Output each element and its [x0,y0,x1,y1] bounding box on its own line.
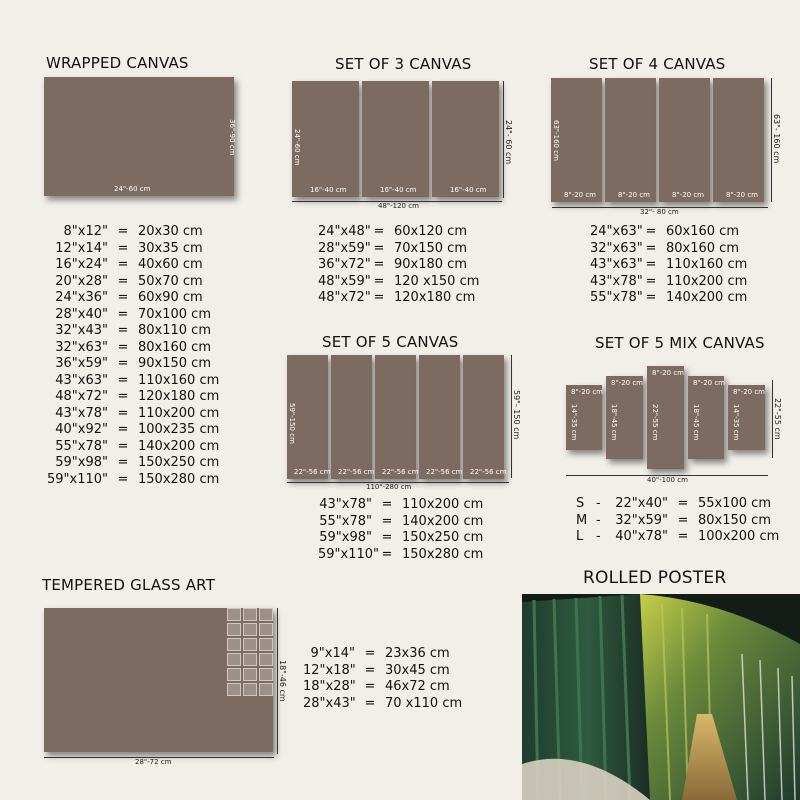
equals-sign: = [117,422,129,437]
dash-separator: - [596,512,601,528]
size-row [303,679,462,696]
size-row [46,307,219,324]
size-row [46,455,219,472]
size-row [46,422,219,439]
equals-sign: = [645,224,657,239]
set5-width-label: 110"-280 cm [366,483,412,491]
dash-separator: - [596,496,601,511]
size-cm: 110x200 cm [666,273,748,289]
size-cm: 140x200 cm [138,438,220,454]
size-cm: 150x250 cm [138,455,220,470]
size-inches: 43"x78" [319,497,372,512]
glass-heading: TEMPERED GLASS ART [42,576,216,594]
size-cm: 80x150 cm [698,512,771,528]
equals-sign: = [364,695,376,711]
size-inches: 28"x40" [55,306,108,322]
panel-size-label: 8"-20 cm [564,191,596,199]
size-row [318,224,479,241]
size-inches: 40"x78" [615,529,668,544]
size-row [318,274,479,291]
glass-height-label: 18"-46 cm [278,660,287,702]
equals-sign: = [117,240,129,256]
set4-panel [713,78,764,202]
size-row [318,257,479,274]
size-inches: 32"x43" [55,323,108,338]
size-row [46,290,219,307]
glass-panel [44,608,273,752]
size-inches: 48"x72" [55,389,108,404]
size-inches: 9"x14" [310,646,355,661]
size-cm: 150x280 cm [402,546,484,562]
size-row [46,406,219,423]
size-cm: 30x35 cm [138,240,203,256]
equals-sign: = [677,529,689,544]
size-inches: 18"x28" [303,679,356,694]
mix-panel [647,366,684,469]
set4-size-list [590,224,747,307]
set4-width-label: 32"- 80 cm [640,208,679,216]
size-row [318,241,479,258]
size-inches: 43"x63" [590,257,643,272]
mix-panel [606,376,643,459]
size-cm: 80x160 cm [138,339,211,355]
equals-sign: = [364,662,376,678]
set3-size-list [318,224,479,307]
size-inches: 32"x63" [590,240,643,256]
set5-height-line [511,355,512,478]
panel-size-label: 16"-40 cm [310,186,347,194]
size-inches: 48"x59" [318,273,371,289]
equals-sign: = [117,389,129,404]
size-cm: 140x200 cm [666,290,748,305]
set4-heading: SET OF 4 CANVAS [589,55,726,73]
size-inches: 43"x63" [55,372,108,388]
equals-sign: = [381,530,393,545]
equals-sign: = [677,496,689,511]
size-inches: 32"x63" [55,339,108,355]
poster-heading: ROLLED POSTER [583,568,727,588]
mix-size-list [576,496,779,546]
size-cm: 30x45 cm [385,662,450,678]
size-cm: 55x100 cm [698,496,771,511]
set5-heading: SET OF 5 CANVAS [322,333,459,351]
set4-height-line [771,78,772,202]
size-cm: 60x120 cm [394,224,467,239]
mix-heading: SET OF 5 MIX CANVAS [595,334,765,352]
size-inches: 28"x43" [303,695,356,711]
mix-panel-width-label: 8"-20 cm [733,388,765,396]
glass-size-list [303,646,462,712]
mix-panel-width-label: 8"-20 cm [611,379,643,387]
size-row [46,323,219,340]
panel-height-label: 14"-35 cm [732,403,740,440]
size-row [318,290,479,307]
set5-panel [331,355,375,479]
size-inches: 55"x78" [319,513,372,529]
set5-panel [419,355,463,479]
size-inches: 20"x28" [55,273,108,289]
size-inches: 55"x78" [590,290,643,305]
equals-sign: = [381,546,393,562]
size-cm: 90x150 cm [138,356,211,371]
size-row [590,257,747,274]
set5-size-list [318,497,483,563]
panel-height-label: 63"-160 cm [552,120,560,161]
wrapped-canvas-panel [44,77,234,196]
size-row [318,547,483,564]
set4-panel [605,78,656,202]
equals-sign: = [117,306,129,322]
equals-sign: = [381,497,393,512]
equals-sign: = [373,290,385,305]
size-cm: 60x160 cm [666,224,739,239]
equals-sign: = [364,646,376,661]
size-row [590,241,747,258]
size-row [46,472,219,489]
equals-sign: = [645,290,657,305]
size-row [318,530,483,547]
panel-size-label: 16"-40 cm [380,186,417,194]
size-cm: 110x160 cm [666,257,748,272]
size-inches: 24"x48" [318,224,371,239]
size-cm: 23x36 cm [385,646,450,661]
set3-panel [362,81,429,197]
size-inches: 8"x12" [63,224,108,239]
size-cm: 70x150 cm [394,240,467,256]
size-inches: 24"x36" [55,290,108,305]
size-row [590,224,747,241]
size-row [46,389,219,406]
size-cm: 46x72 cm [385,679,450,694]
size-inches: 28"x59" [318,240,371,256]
equals-sign: = [117,356,129,371]
equals-sign: = [117,290,129,305]
mix-width-label: 40"-100 cm [647,476,688,484]
size-cm: 60x90 cm [138,290,203,305]
size-row [576,529,779,546]
equals-sign: = [373,257,385,272]
mix-panel-width-label: 8"-20 cm [693,379,725,387]
equals-sign: = [117,405,129,421]
size-inches: 43"x78" [55,405,108,421]
size-inches: 12"x18" [303,662,356,678]
size-code: L [576,529,584,544]
size-code: S [576,496,585,511]
size-row [46,224,219,241]
mix-panel-width-label: 8"-20 cm [571,388,603,396]
equals-sign: = [364,679,376,694]
rolled-poster-image [522,594,800,800]
size-row [46,439,219,456]
size-row [303,696,462,713]
size-inches: 32"x59" [615,512,668,528]
size-inches: 16"x24" [55,257,108,272]
set3-height-line [503,81,504,198]
size-cm: 100x235 cm [138,422,220,437]
equals-sign: = [117,372,129,388]
size-row [303,663,462,680]
equals-sign: = [117,339,129,355]
set3-height-label: 24"- 60 cm [504,120,513,165]
size-row [303,646,462,663]
size-code: M [576,512,588,528]
equals-sign: = [117,438,129,454]
wrapped-width-label: 24"-60 cm [114,185,151,193]
size-row [46,340,219,357]
size-row [576,496,779,513]
set3-width-label: 48"-120 cm [378,202,419,210]
size-inches: 59"x110" [46,471,108,487]
panel-height-label: 14"-35 cm [570,403,578,440]
size-row [318,514,483,531]
size-row [46,356,219,373]
panel-height-label: 59"-150 cm [288,403,296,444]
panel-size-label: 22"-56 cm [426,468,463,476]
size-inches: 59"x110" [318,546,380,562]
size-inches: 24"x63" [590,224,643,239]
size-cm: 80x110 cm [138,323,211,338]
size-cm: 140x200 cm [402,513,484,529]
size-cm: 120 x150 cm [394,273,480,289]
size-inches: 48"x72" [318,290,371,305]
size-row [318,497,483,514]
size-inches: 55"x78" [55,438,108,454]
panel-size-label: 8"-20 cm [672,191,704,199]
size-row [46,274,219,291]
glass-height-line [277,608,278,754]
size-inches: 59"x98" [55,455,108,470]
panel-size-label: 22"-56 cm [294,468,331,476]
panel-height-label: 18"-45 cm [610,403,618,440]
set3-heading: SET OF 3 CANVAS [335,55,472,73]
size-cm: 20x30 cm [138,224,203,239]
size-cm: 80x160 cm [666,240,739,256]
glass-reflection [227,608,273,696]
equals-sign: = [117,471,129,487]
size-row [590,274,747,291]
panel-height-label: 24"-60 cm [293,129,301,166]
equals-sign: = [645,257,657,272]
size-row [46,257,219,274]
equals-sign: = [645,273,657,289]
size-row [46,241,219,258]
mix-panel [728,385,765,450]
equals-sign: = [117,455,129,470]
set3-panel [292,81,359,197]
mix-panel-width-label: 8"-20 cm [652,369,684,377]
wrapped-height-label: 36"-90 cm [228,119,236,156]
mix-height-label: 22"-55 cm [773,398,782,440]
equals-sign: = [373,273,385,289]
size-cm: 100x200 cm [698,529,780,544]
set5-panel [287,355,331,479]
wrapped-size-list [46,224,219,488]
dash-separator: - [596,529,601,544]
panel-size-label: 8"-20 cm [726,191,758,199]
size-cm: 70x100 cm [138,306,211,322]
size-row [46,373,219,390]
set3-panel [432,81,499,197]
equals-sign: = [117,323,129,338]
mix-height-line [772,380,773,458]
size-cm: 70 x110 cm [385,695,463,711]
set5-height-label: 59"- 150 cm [512,390,521,440]
size-cm: 110x160 cm [138,372,220,388]
size-row [576,513,779,530]
equals-sign: = [117,224,129,239]
size-cm: 40x60 cm [138,257,203,272]
size-cm: 150x280 cm [138,471,220,487]
panel-size-label: 22"-56 cm [382,468,419,476]
mix-panel [566,385,602,450]
glass-width-label: 28"-72 cm [135,758,172,766]
size-cm: 50x70 cm [138,273,203,289]
equals-sign: = [645,240,657,256]
size-row [590,290,747,307]
equals-sign: = [381,513,393,529]
size-inches: 40"x92" [55,422,108,437]
set4-panel [551,78,602,202]
size-cm: 120x180 cm [394,290,476,305]
equals-sign: = [373,240,385,256]
wrapped-canvas-heading: WRAPPED CANVAS [46,54,189,72]
equals-sign: = [117,273,129,289]
size-cm: 150x250 cm [402,530,484,545]
set5-panel [463,355,507,479]
size-inches: 59"x98" [319,530,372,545]
size-cm: 120x180 cm [138,389,220,404]
set4-panel [659,78,710,202]
equals-sign: = [373,224,385,239]
size-inches: 36"x59" [55,356,108,371]
panel-size-label: 22"-56 cm [338,468,375,476]
equals-sign: = [117,257,129,272]
panel-size-label: 16"-40 cm [450,186,487,194]
size-inches: 43"x78" [590,273,643,289]
equals-sign: = [677,512,689,528]
mix-panel [688,376,724,459]
size-cm: 110x200 cm [402,497,484,512]
panel-height-label: 18"-45 cm [692,403,700,440]
panel-size-label: 8"-20 cm [618,191,650,199]
size-cm: 110x200 cm [138,405,220,421]
set5-panel [375,355,419,479]
size-inches: 12"x14" [55,240,108,256]
panel-height-label: 22"-55 cm [651,403,659,440]
panel-size-label: 22"-56 cm [470,468,507,476]
size-cm: 90x180 cm [394,257,467,272]
size-inches: 22"x40" [615,496,668,511]
set4-height-label: 63"- 160 cm [772,114,781,164]
size-inches: 36"x72" [318,257,371,272]
